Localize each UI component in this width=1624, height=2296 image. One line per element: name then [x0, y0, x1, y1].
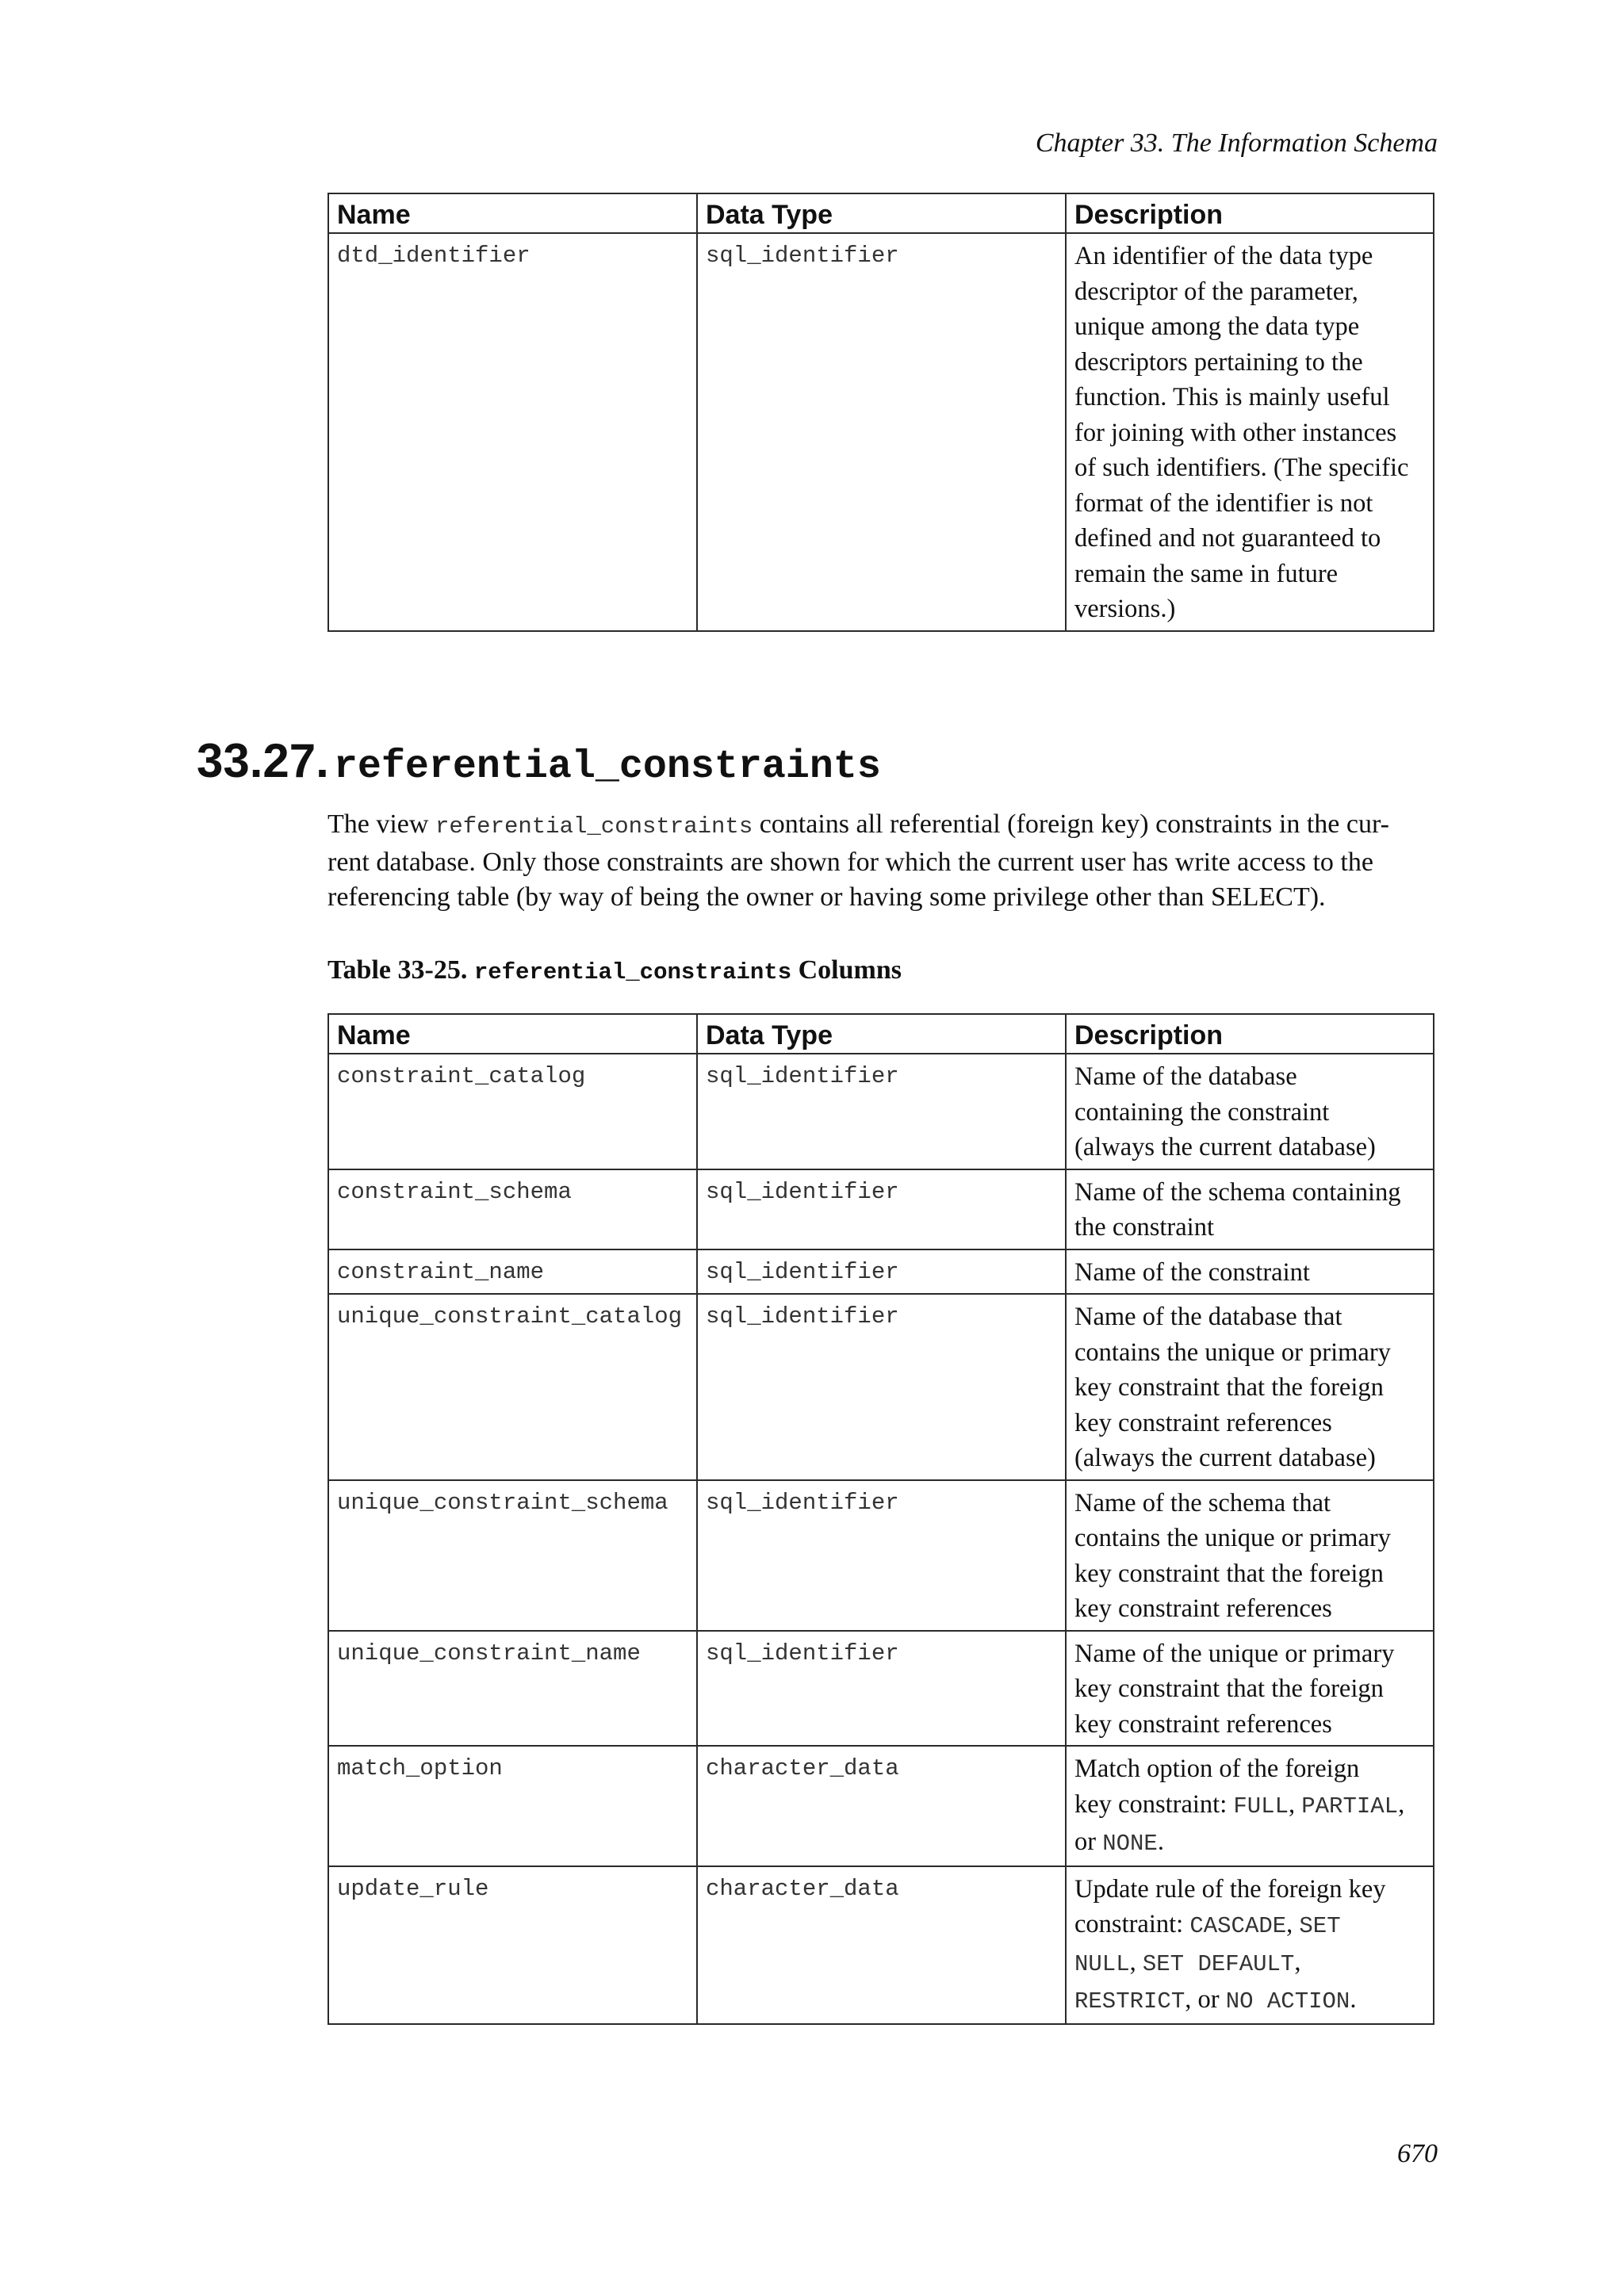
- description-line: descriptors pertaining to the: [1074, 347, 1363, 377]
- description-line: Name of the database: [1074, 1062, 1297, 1091]
- description-line: contains the unique or primary: [1074, 1337, 1391, 1367]
- table-caption-view-name: referential_constraints: [473, 959, 792, 985]
- cell-description: [1066, 1169, 1434, 1249]
- description-code-value: NO ACTION: [1225, 1988, 1350, 2015]
- cell-data-type: character_data: [697, 1866, 1066, 2024]
- table-caption: [327, 955, 902, 985]
- column-header-description: Description: [1066, 193, 1434, 233]
- description-text: ,: [1286, 1910, 1300, 1938]
- section-intro-paragraph: [327, 807, 1433, 916]
- intro-text-line1: contains all referential (foreign key) constraints in the cur-: [753, 809, 1389, 839]
- description-line: key constraint references: [1074, 1408, 1332, 1437]
- description-code-value: CASCADE: [1189, 1913, 1287, 1939]
- cell-data-type: sql_identifier: [697, 1631, 1066, 1747]
- description-code-value: PARTIAL: [1301, 1793, 1399, 1820]
- description-line: defined and not guaranteed to: [1074, 524, 1381, 553]
- table-row: [328, 233, 1434, 631]
- description-text: ,: [1398, 1789, 1405, 1819]
- page-number: 670: [1397, 2139, 1438, 2168]
- intro-text-line2: rent database. Only those constraints are shown for which the current user has write access to the: [327, 847, 1373, 877]
- description-text: ,: [1129, 1947, 1143, 1976]
- description-line: Name of the database that: [1074, 1303, 1342, 1331]
- description-line: of such identifiers. (The specific: [1074, 453, 1409, 482]
- description-line: versions.): [1074, 595, 1176, 623]
- description-line: key constraint references: [1074, 1709, 1332, 1739]
- cell-column-name: unique_constraint_schema: [328, 1480, 697, 1631]
- cell-column-name: constraint_schema: [328, 1169, 697, 1249]
- referential-constraints-columns-table: [327, 1013, 1434, 2025]
- cell-column-name: update_rule: [328, 1866, 697, 2024]
- description-line: An identifier of the data type: [1074, 242, 1373, 270]
- description-text: , or: [1185, 1985, 1226, 2014]
- description-code-value: FULL: [1233, 1793, 1289, 1820]
- section-identifier: referential_constraints: [333, 744, 881, 790]
- cell-column-name: dtd_identifier: [328, 233, 697, 631]
- description-text: ,: [1294, 1947, 1301, 1976]
- table-row: [328, 1294, 1434, 1480]
- column-header-description: Description: [1066, 1014, 1434, 1054]
- cell-data-type: sql_identifier: [697, 1480, 1066, 1631]
- cell-data-type: sql_identifier: [697, 1249, 1066, 1295]
- cell-data-type: sql_identifier: [697, 1294, 1066, 1480]
- table-row: [328, 1631, 1434, 1747]
- parameters-table-continued: [327, 193, 1434, 632]
- description-text: Match option of the foreign: [1074, 1755, 1360, 1783]
- table-row: [328, 1866, 1434, 2024]
- section-number: 33.27.: [197, 734, 329, 787]
- description-text: key constraint:: [1074, 1789, 1234, 1819]
- cell-column-name: unique_constraint_catalog: [328, 1294, 697, 1480]
- description-line: descriptor of the parameter,: [1074, 277, 1358, 306]
- cell-description: [1066, 1631, 1434, 1747]
- intro-text-before: The view: [327, 809, 435, 839]
- cell-description: [1066, 1480, 1434, 1631]
- description-line: key constraint references: [1074, 1594, 1332, 1623]
- description-line: key constraint that the foreign: [1074, 1373, 1384, 1402]
- description-line: Name of the schema that: [1074, 1488, 1331, 1517]
- description-line: Name of the constraint: [1074, 1257, 1310, 1287]
- table-caption-suffix: Columns: [791, 955, 902, 985]
- cell-data-type: character_data: [697, 1746, 1066, 1866]
- description-text: ,: [1289, 1789, 1302, 1819]
- intro-view-name: referential_constraints: [435, 813, 753, 840]
- cell-data-type: sql_identifier: [697, 1169, 1066, 1249]
- cell-column-name: constraint_catalog: [328, 1054, 697, 1169]
- column-header-name: Name: [328, 193, 697, 233]
- cell-description: [1066, 1054, 1434, 1169]
- section-heading: [197, 733, 881, 799]
- description-line: (always the current database): [1074, 1444, 1376, 1472]
- description-line: key constraint that the foreign: [1074, 1674, 1384, 1703]
- description-text: constraint:: [1074, 1910, 1190, 1938]
- description-text: or: [1074, 1827, 1103, 1856]
- description-text: .: [1157, 1827, 1164, 1856]
- table-header-row: [328, 193, 1434, 233]
- cell-description: [1066, 1249, 1434, 1295]
- description-line: key constraint that the foreign: [1074, 1559, 1384, 1588]
- cell-column-name: unique_constraint_name: [328, 1631, 697, 1747]
- cell-data-type: sql_identifier: [697, 1054, 1066, 1169]
- description-line: function. This is mainly useful: [1074, 383, 1390, 411]
- table-row: [328, 1249, 1434, 1295]
- column-header-data-type: Data Type: [697, 193, 1066, 233]
- description-line: containing the constraint: [1074, 1097, 1330, 1127]
- description-line: for joining with other instances: [1074, 418, 1397, 447]
- cell-column-name: constraint_name: [328, 1249, 697, 1295]
- description-code-value: RESTRICT: [1074, 1988, 1185, 2015]
- intro-text-line3: referencing table (by way of being the owner or having some privilege other than SELECT).: [327, 882, 1326, 912]
- description-line: unique among the data type: [1074, 312, 1360, 341]
- cell-data-type: sql_identifier: [697, 233, 1066, 631]
- description-text: Update rule of the foreign key: [1074, 1874, 1386, 1904]
- column-header-data-type: Data Type: [697, 1014, 1066, 1054]
- table-header-row: [328, 1014, 1434, 1054]
- description-line: the constraint: [1074, 1213, 1214, 1242]
- table-row: [328, 1480, 1434, 1631]
- cell-description: [1066, 1294, 1434, 1480]
- description-line: (always the current database): [1074, 1133, 1376, 1161]
- table-row: [328, 1169, 1434, 1249]
- description-line: remain the same in future: [1074, 559, 1339, 588]
- description-text: .: [1350, 1985, 1357, 2014]
- description-code-value: SET DEFAULT: [1142, 1950, 1295, 1977]
- description-line: format of the identifier is not: [1074, 488, 1373, 518]
- cell-description: [1066, 1746, 1434, 1866]
- description-code-value: NONE: [1102, 1831, 1158, 1857]
- running-header: Chapter 33. The Information Schema: [1035, 128, 1438, 158]
- table-caption-prefix: Table 33-25.: [327, 955, 474, 985]
- cell-column-name: match_option: [328, 1746, 697, 1866]
- description-code-value: SET: [1299, 1913, 1341, 1939]
- cell-description: [1066, 233, 1434, 631]
- description-line: Name of the unique or primary: [1074, 1639, 1395, 1668]
- table-row: [328, 1054, 1434, 1169]
- description-line: Name of the schema containing: [1074, 1177, 1401, 1207]
- description-line: contains the unique or primary: [1074, 1524, 1391, 1552]
- cell-description: [1066, 1866, 1434, 2024]
- description-code-value: NULL: [1074, 1950, 1130, 1977]
- table-row: [328, 1746, 1434, 1866]
- column-header-name: Name: [328, 1014, 697, 1054]
